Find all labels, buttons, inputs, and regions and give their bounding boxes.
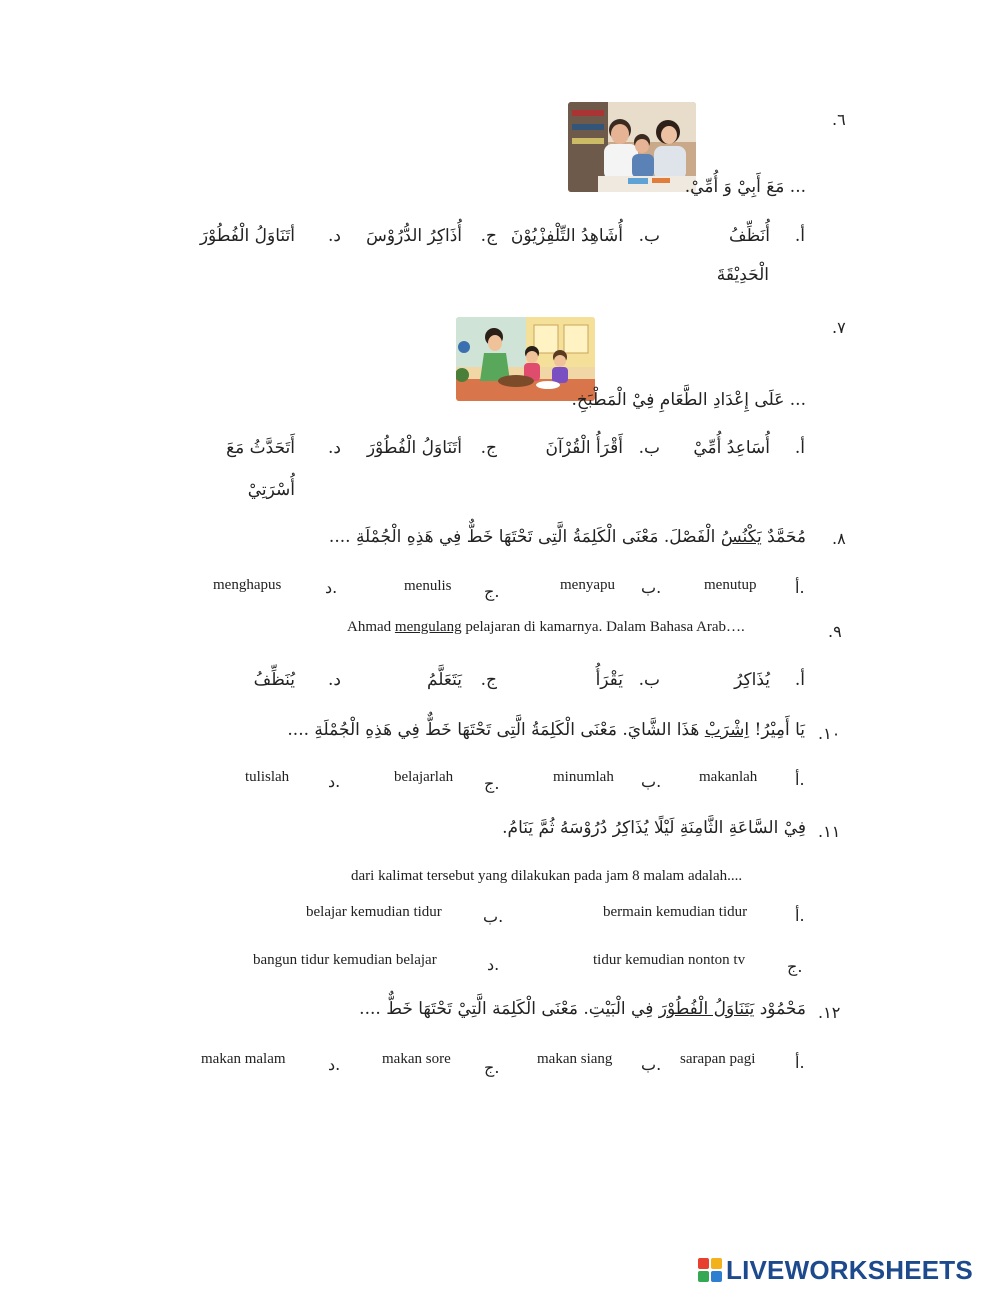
q11-option-d-text[interactable]: bangun tidur kemudian belajar xyxy=(253,952,437,968)
q8-option-d-text[interactable]: menghapus xyxy=(213,577,282,593)
q7-option-d-letter: د. xyxy=(328,438,341,458)
q12-number: .١٢ xyxy=(818,1003,841,1022)
q7-option-c-text[interactable]: أتَنَاوَلُ الْفُطُوْرَ xyxy=(366,438,462,458)
q7-option-a-text[interactable]: أُسَاعِدُ أُمِّيْ xyxy=(693,438,770,458)
q9-option-d-letter: د. xyxy=(328,670,341,690)
q10-stem: يَا أَمِيْرُ! اِشْرَبْ هَذَا الشَّايَ. مَعْنَى الْكَلِمَةُ الَّتِى تَحْتَهَا خَطٌّ فِي هَذِهِ الْجُمْلَةِ .... xyxy=(287,720,805,740)
q11-option-c-text[interactable]: tidur kemudian nonton tv xyxy=(593,952,746,968)
q8-option-c-letter: ج. xyxy=(484,582,500,601)
q11-option-b-letter: ب. xyxy=(483,907,504,926)
q7-number: .٧ xyxy=(832,318,846,337)
q6-option-c-letter: ج. xyxy=(480,226,497,246)
q10-option-b-text[interactable]: minumlah xyxy=(553,769,614,785)
q6-option-a-text[interactable]: أُنَظِّفُ xyxy=(729,226,770,246)
q6-option-c-text[interactable]: أُذَاكِرُ الدُّرُوْسَ xyxy=(366,226,462,246)
q7-option-b-text[interactable]: أَقْرَأُ الْقُرْآنَ xyxy=(545,438,623,458)
q7-option-b-letter: ب. xyxy=(638,438,660,458)
q9-number: .٩ xyxy=(828,622,842,641)
liveworksheets-logo[interactable] xyxy=(698,1255,973,1285)
q11-option-c-letter: ج. xyxy=(787,957,803,976)
q10-underlined-word: اِشْرَبْ xyxy=(704,720,750,740)
q10-option-c-text[interactable]: belajarlah xyxy=(394,769,454,785)
q9-option-c-text[interactable]: يَتَعَلَّمُ xyxy=(426,670,462,690)
q10-number: .١٠ xyxy=(818,724,841,743)
q10-option-c-letter: ج. xyxy=(484,774,500,793)
q12-stem: مَحْمُوْد يَتَنَاوَلُ الْفُطُوْرَ فِي الْبَيْتِ. مَعْنَى الْكَلِمَة الَّتِيْ تَحْتَهَا خَطٌّ .... xyxy=(359,999,806,1019)
q7-option-d-continuation: أُسْرَتِيْ xyxy=(247,480,295,500)
q11-option-a-letter: أ. xyxy=(795,906,805,925)
q12-option-a-text[interactable]: sarapan pagi xyxy=(680,1051,756,1067)
q10-option-a-text[interactable]: makanlah xyxy=(699,769,758,785)
q12-option-a-letter: أ. xyxy=(795,1053,805,1072)
q9-option-b-text[interactable]: يَقْرَأُ xyxy=(595,670,623,690)
q12-underlined-word: يَتَنَاوَلُ الْفُطُوْرَ xyxy=(658,999,755,1019)
q9-option-c-letter: ج. xyxy=(480,670,497,690)
q10-option-b-letter: ب. xyxy=(641,772,662,791)
q6-option-b-letter: ب. xyxy=(638,226,660,246)
q12-option-b-text[interactable]: makan siang xyxy=(537,1051,613,1067)
q8-underlined-word: يَكْنُسُ xyxy=(720,527,762,547)
liveworksheets-logo-icon xyxy=(698,1258,722,1282)
q7-option-c-letter: ج. xyxy=(480,438,497,458)
q11-number: .١١ xyxy=(818,822,841,841)
q9-option-b-letter: ب. xyxy=(638,670,660,690)
q8-option-d-letter: د. xyxy=(325,578,338,597)
liveworksheets-brand-text: LIVEWORKSHEETS xyxy=(726,1254,973,1285)
q10-option-d-letter: د. xyxy=(328,772,341,791)
q6-option-d-text[interactable]: أتَنَاوَلُ الْفُطُوْرَ xyxy=(199,226,295,246)
q9-option-a-text[interactable]: يُذَاكِرُ xyxy=(734,670,770,690)
q11-option-a-text[interactable]: bermain kemudian tidur xyxy=(603,904,748,920)
q12-option-c-text[interactable]: makan sore xyxy=(382,1051,451,1067)
q11-option-d-letter: د. xyxy=(487,955,500,974)
q6-stem: ... مَعَ أَبِيْ وَ أُمِّيْ. xyxy=(684,177,806,197)
q8-option-a-letter: أ. xyxy=(795,578,805,597)
q6-option-b-text[interactable]: أُشَاهِدُ التِّلْفِزْيُوْنَ xyxy=(510,226,623,246)
q9-option-d-text[interactable]: يُنَظِّفُ xyxy=(253,670,295,690)
q9-underlined-word: mengulang xyxy=(394,619,462,635)
q9-stem: Ahmad mengulang pelajaran di kamarnya. Dalam Bahasa Arab…. xyxy=(347,619,745,635)
q6-option-a-letter: أ. xyxy=(794,226,805,246)
q10-option-d-text[interactable]: tulislah xyxy=(245,769,290,785)
q11-stem: فِيْ السَّاعَةِ الثَّامِنَةِ لَيْلًا يُذَاكِرُ دُرُوْسَهُ ثُمَّ يَنَامُ. xyxy=(502,818,806,838)
q8-option-a-text[interactable]: menutup xyxy=(704,577,757,593)
q8-stem: مُحَمَّدٌ يَكْنُسُ الْفَصْلَ. مَعْنَى الْكَلِمَةُ الَّتِى تَحْتَهَا خَطٌّ فِي هَذِهِ الْجُمْلَةِ .... xyxy=(328,527,806,547)
q6-option-a-continuation: الْحَدِيْقَةَ xyxy=(716,265,769,285)
q12-option-b-letter: ب. xyxy=(641,1055,662,1074)
q11-subquestion: dari kalimat tersebut yang dilakukan pada jam 8 malam adalah.... xyxy=(351,868,743,884)
q12-option-d-text[interactable]: makan malam xyxy=(201,1051,286,1067)
q8-number: .٨ xyxy=(832,529,846,548)
q6-number: .٦ xyxy=(832,110,846,129)
kitchen-cooking-illustration xyxy=(456,317,595,401)
q9-option-a-letter: أ. xyxy=(794,670,805,690)
q8-option-b-text[interactable]: menyapu xyxy=(560,577,615,593)
q8-option-b-letter: ب. xyxy=(641,578,662,597)
q8-option-c-text[interactable]: menulis xyxy=(404,578,452,594)
q7-stem: ... عَلَى إِعْدَادِ الطَّعَامِ فِيْ الْمَطْبَخِ. xyxy=(571,390,806,410)
q7-option-a-letter: أ. xyxy=(794,438,805,458)
q12-option-d-letter: د. xyxy=(328,1055,341,1074)
q10-option-a-letter: أ. xyxy=(795,770,805,789)
q12-option-c-letter: ج. xyxy=(484,1058,500,1077)
family-study-photo xyxy=(568,102,696,192)
q7-option-d-text[interactable]: أَتَحَدَّثُ مَعَ xyxy=(226,438,295,458)
q6-option-d-letter: د. xyxy=(328,226,341,246)
q11-option-b-text[interactable]: belajar kemudian tidur xyxy=(306,904,442,920)
